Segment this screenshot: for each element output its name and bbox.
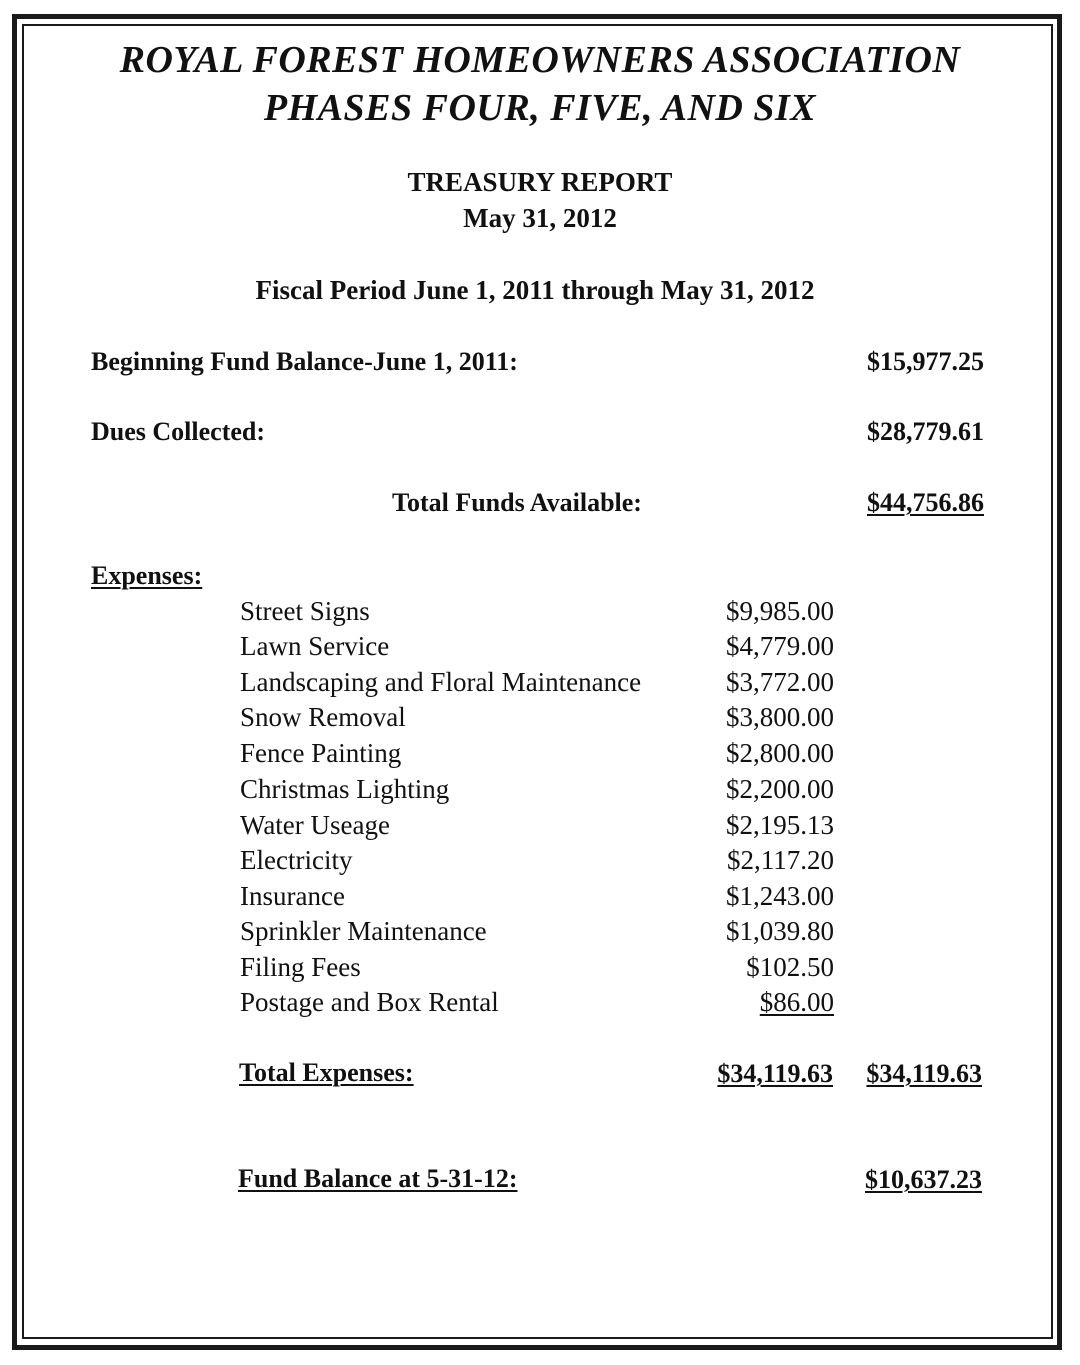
expense-label: Christmas Lighting bbox=[240, 774, 450, 804]
expense-amount: $2,195.13 bbox=[726, 810, 834, 840]
total-expenses-amount: $34,119.63 bbox=[866, 1059, 982, 1088]
total-funds-amount: $44,756.86 bbox=[867, 488, 984, 517]
report-date: May 31, 2012 bbox=[463, 203, 617, 233]
expense-label: Landscaping and Floral Maintenance bbox=[240, 667, 642, 697]
phases-title: PHASES FOUR, FIVE, AND SIX bbox=[263, 87, 817, 129]
beginning-balance-amount: $15,977.25 bbox=[867, 347, 984, 376]
total-funds-label: Total Funds Available: bbox=[392, 488, 642, 517]
fund-balance-amount: $10,637.23 bbox=[865, 1165, 982, 1194]
expense-amount: $2,200.00 bbox=[726, 774, 834, 804]
expense-label: Insurance bbox=[240, 881, 345, 911]
expense-label: Snow Removal bbox=[240, 702, 406, 732]
beginning-balance-label: Beginning Fund Balance-June 1, 2011: bbox=[91, 347, 518, 376]
expenses-heading: Expenses: bbox=[91, 561, 203, 590]
total-expenses-label: Total Expenses: bbox=[239, 1058, 414, 1087]
expense-amount: $2,117.20 bbox=[727, 845, 834, 875]
expense-label: Water Useage bbox=[240, 810, 390, 840]
expense-amount: $9,985.00 bbox=[726, 596, 834, 626]
expense-amount: $2,800.00 bbox=[726, 738, 834, 768]
expense-amount: $86.00 bbox=[759, 987, 834, 1017]
expense-label: Fence Painting bbox=[240, 738, 402, 768]
fiscal-period: Fiscal Period June 1, 2011 through May 31, 2012 bbox=[255, 275, 815, 305]
expense-amount: $1,039.80 bbox=[726, 916, 834, 946]
total-expenses-subtotal: $34,119.63 bbox=[717, 1059, 833, 1088]
report-title: TREASURY REPORT bbox=[407, 167, 673, 197]
expense-label: Electricity bbox=[240, 845, 353, 875]
dues-collected-amount: $28,779.61 bbox=[867, 417, 984, 446]
expense-amount: $102.50 bbox=[746, 952, 834, 982]
expense-amount: $3,800.00 bbox=[726, 702, 834, 732]
expense-label: Filing Fees bbox=[240, 952, 361, 982]
expense-label: Postage and Box Rental bbox=[240, 987, 499, 1017]
expense-amount: $3,772.00 bbox=[726, 667, 834, 697]
expense-label: Lawn Service bbox=[240, 631, 390, 661]
expense-label: Street Signs bbox=[240, 596, 370, 626]
expense-amount: $1,243.00 bbox=[726, 881, 834, 911]
fund-balance-label: Fund Balance at 5-31-12: bbox=[238, 1164, 518, 1193]
expense-amount: $4,779.00 bbox=[726, 631, 834, 661]
expense-label: Sprinkler Maintenance bbox=[240, 916, 487, 946]
dues-collected-label: Dues Collected: bbox=[91, 417, 266, 446]
association-name: ROYAL FOREST HOMEOWNERS ASSOCIATION bbox=[119, 39, 961, 81]
